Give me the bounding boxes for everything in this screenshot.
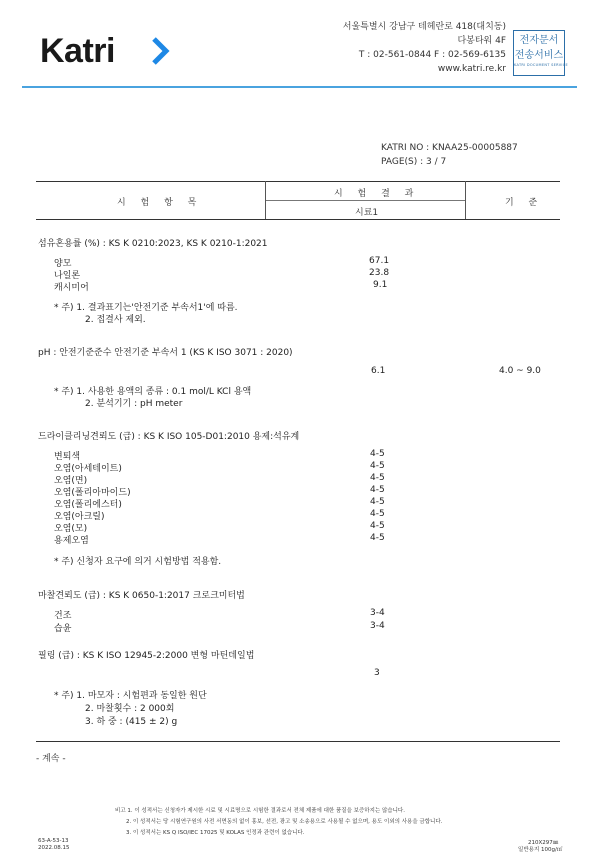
drycleaning-label: 변퇴색	[54, 452, 81, 462]
stamp-subtitle: KATRI DOCUMENT SERVICE	[514, 63, 568, 67]
drycleaning-label: 오염(폴리아마이드)	[54, 488, 131, 498]
fiber-label: 캐시미어	[54, 283, 89, 293]
report-number: KATRI NO : KNAA25-00005887	[381, 143, 518, 153]
fiber-note-2: 2. 접결사 제외.	[85, 315, 146, 325]
fiber-value: 9.1	[373, 280, 388, 290]
result-header-divider	[265, 200, 465, 201]
drycleaning-note: * 주) 신청자 요구에 의거 시험방법 적용함.	[54, 557, 222, 567]
section-title-pilling: 필링 (급) : KS K ISO 12945-2:2000 변형 마틴데일법	[38, 651, 255, 661]
rubbing-label: 습윤	[54, 624, 72, 634]
section-title-drycleaning: 드라이클리닝견뢰도 (급) : KS K ISO 105-D01:2010 용제:석유계	[38, 432, 300, 442]
form-code: 63-A-53-13	[38, 838, 69, 844]
pilling-note-1: * 주) 1. 마모자 : 시험편과 동일한 원단	[54, 691, 207, 701]
stamp-line-1: 전자문서	[519, 35, 559, 46]
header-test-item: 시 험 항 목	[117, 198, 203, 208]
remark-1: 비고 1. 이 성적서는 신청자가 제시한 시료 및 시료명으로 시험한 결과로서 전체 제품에 대한 품질을 보증하지는 않습니다.	[115, 808, 405, 814]
paper-size: 210X297㎜	[528, 840, 559, 846]
stamp-line-2: 전송서비스	[514, 50, 564, 61]
address-line-1: 서울특별시 강남구 테헤란로 418(대치동)	[342, 22, 506, 32]
page-count: PAGE(S) : 3 / 7	[381, 157, 447, 167]
drycleaning-value: 4-5	[370, 533, 385, 543]
section-title-fiber: 섬유혼용률 (%) : KS K 0210:2023, KS K 0210-1:2021	[38, 239, 268, 249]
header-standard: 기 준	[505, 198, 544, 208]
drycleaning-value: 4-5	[370, 497, 385, 507]
pilling-note-2: 2. 마찰횟수 : 2 000회	[85, 704, 175, 714]
phone-fax-line: T : 02-561-0844 F : 02-569-6135	[358, 50, 506, 60]
rubbing-label: 건조	[54, 611, 72, 621]
drycleaning-label: 오염(아크릴)	[54, 512, 105, 522]
ph-value: 6.1	[371, 366, 386, 376]
address-line-2: 다봉타워 4F	[457, 36, 506, 46]
continued-marker: - 계속 -	[36, 754, 66, 764]
pilling-note-3: 3. 하 중 : (415 ± 2) g	[85, 717, 178, 727]
fiber-label: 양모	[54, 259, 72, 269]
website-line: www.katri.re.kr	[437, 64, 506, 74]
drycleaning-value: 4-5	[370, 473, 385, 483]
drycleaning-label: 용제오염	[54, 536, 89, 546]
table-header-bottom-rule	[36, 219, 560, 220]
rubbing-value: 3-4	[370, 621, 385, 631]
column-divider-left	[265, 181, 266, 219]
header-divider	[22, 86, 577, 88]
e-document-stamp	[513, 30, 568, 76]
drycleaning-label: 오염(아세테이트)	[54, 464, 122, 474]
pilling-value: 3	[374, 668, 380, 678]
column-divider-right	[465, 181, 466, 219]
fiber-label: 나일론	[54, 271, 81, 281]
ph-standard: 4.0 ~ 9.0	[499, 366, 541, 376]
section-title-ph: pH : 안전기준준수 안전기준 부속서 1 (KS K ISO 3071 : 2020)	[38, 348, 293, 358]
chevron-right-icon	[150, 36, 170, 66]
drycleaning-label: 오염(면)	[54, 476, 88, 486]
drycleaning-value: 4-5	[370, 449, 385, 459]
drycleaning-label: 오염(폴리에스터)	[54, 500, 122, 510]
drycleaning-label: 오염(모)	[54, 524, 88, 534]
ph-note-2: 2. 분석기기 : pH meter	[85, 399, 183, 409]
drycleaning-value: 4-5	[370, 521, 385, 531]
ph-note-1: * 주) 1. 사용한 용액의 종류 : 0.1 mol/L KCl 용액	[54, 387, 252, 397]
table-bottom-rule	[36, 741, 560, 742]
fiber-value: 67.1	[369, 256, 390, 266]
paper-type: 일반용지 100g/㎡	[518, 847, 563, 853]
section-title-rubbing: 마찰견뢰도 (급) : KS K 0650-1:2017 크로크미터법	[38, 591, 245, 601]
drycleaning-value: 4-5	[370, 509, 385, 519]
fiber-value: 23.8	[369, 268, 390, 278]
drycleaning-value: 4-5	[370, 461, 385, 471]
header-test-result: 시 험 결 과	[334, 189, 420, 199]
header-sample: 시료1	[355, 208, 379, 218]
remark-3: 3. 이 성적서는 KS Q ISO/IEC 17025 및 KOLAS 인정과 관련이 없습니다.	[126, 830, 305, 836]
table-top-rule	[36, 181, 560, 182]
form-date: 2022.08.15	[38, 845, 70, 851]
rubbing-value: 3-4	[370, 608, 385, 618]
remark-2: 2. 이 성적서는 당 시험연구원의 사전 서면동의 없이 홍보, 선전, 광고 및 소송용으로 사용될 수 없으며, 용도 이외의 사용을 금합니다.	[126, 819, 443, 825]
fiber-note-1: * 주) 1. 결과표기는'안전기준 부속서1'에 따름.	[54, 303, 238, 313]
drycleaning-value: 4-5	[370, 485, 385, 495]
katri-logo: Katri	[40, 32, 115, 70]
